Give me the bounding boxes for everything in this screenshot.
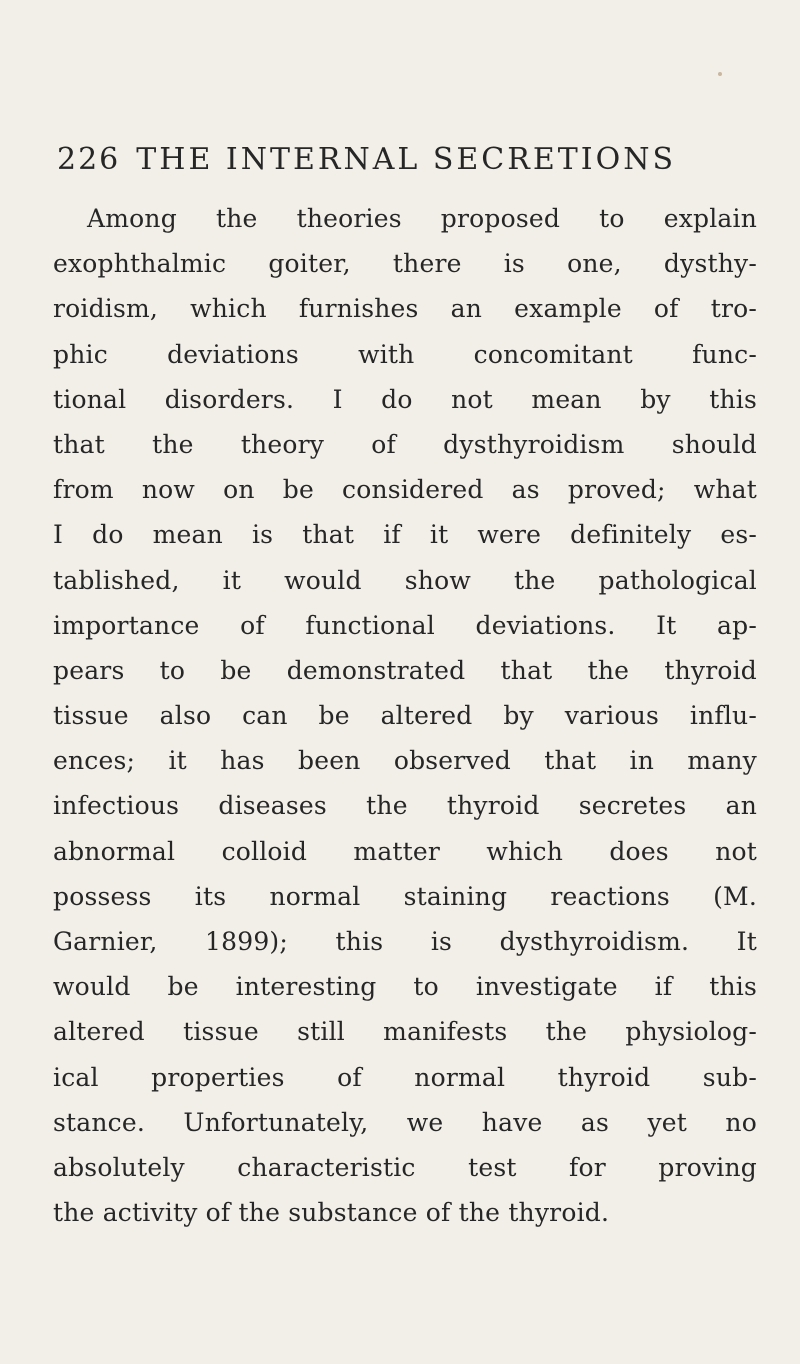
text-line-20: ical properties of normal thyroid sub- [53, 1062, 757, 1092]
text-line-9: tablished, it would show the pathological [53, 565, 757, 595]
text-line-3: roidism, which furnishes an example of tro- [53, 294, 757, 324]
paper-speck [718, 72, 722, 76]
text-line-15: abnormal colloid matter which does not [53, 836, 757, 866]
text-line-11: pears to be demonstrated that the thyroid [53, 655, 757, 685]
running-title: THE INTERNAL SECRETIONS [136, 142, 676, 177]
text-line-4: phic deviations with concomitant func- [53, 339, 757, 369]
page-number: 226 [57, 142, 121, 177]
text-line-23: the activity of the substance of the thyroid. [53, 1198, 610, 1228]
running-header [57, 142, 747, 178]
text-line-17: Garnier, 1899); this is dysthyroidism. It [53, 927, 757, 956]
text-line-1: Among the theories proposed to explain [87, 204, 757, 233]
text-line-16: possess its normal staining reactions (M. [53, 881, 757, 911]
text-line-2: exophthalmic goiter, there is one, dysthy- [53, 249, 757, 279]
text-line-12: tissue also can be altered by various influ- [53, 701, 757, 731]
text-line-19: altered tissue still manifests the physiolog- [53, 1017, 757, 1047]
text-line-5: tional disorders. I do not mean by this [53, 384, 757, 414]
body-paragraph [53, 196, 757, 1235]
text-line-7: from now on be considered as proved; what [53, 475, 757, 505]
text-line-8: I do mean is that if it were definitely es- [53, 520, 757, 550]
text-line-6: that the theory of dysthyroidism should [53, 429, 757, 459]
text-line-22: absolutely characteristic test for proving [53, 1152, 757, 1182]
text-line-13: ences; it has been observed that in many [53, 746, 757, 776]
text-line-21: stance. Unfortunately, we have as yet no [53, 1107, 757, 1137]
text-line-18: would be interesting to investigate if this [53, 972, 757, 1002]
text-line-14: infectious diseases the thyroid secretes an [53, 791, 757, 821]
text-line-10: importance of functional deviations. It ap- [53, 610, 757, 640]
